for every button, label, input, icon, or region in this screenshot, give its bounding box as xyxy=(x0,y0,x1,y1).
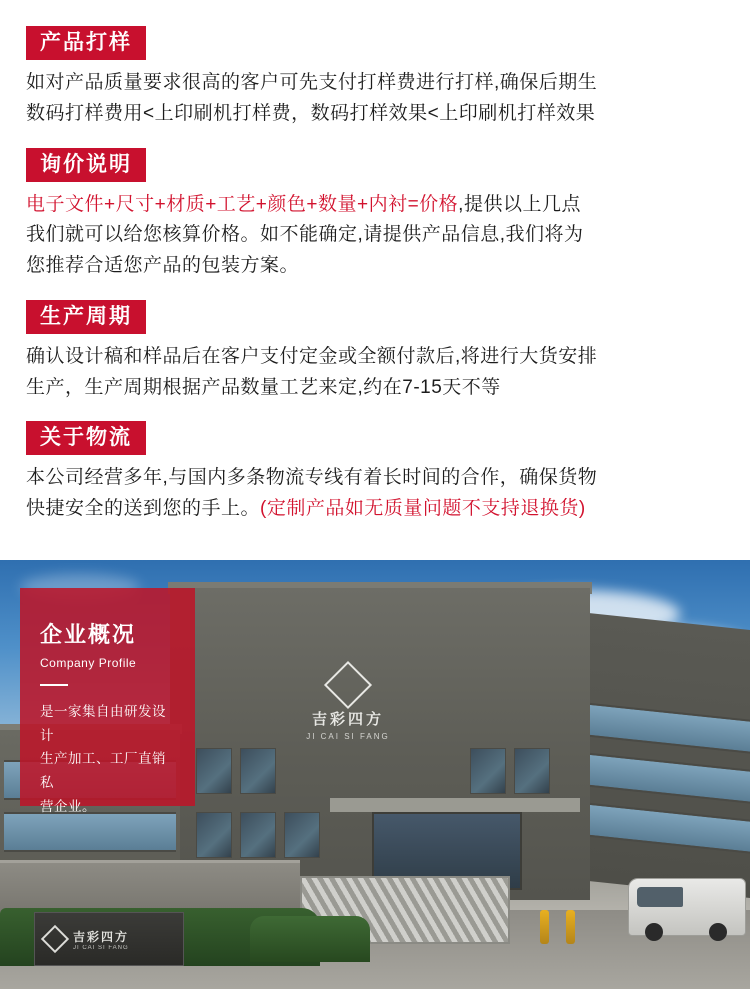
section-heading-product-sampling: 产品打样 xyxy=(26,26,146,60)
bollard xyxy=(540,910,549,944)
company-profile-line: 营企业。 xyxy=(40,798,96,814)
section-line: 数码打样费用<上印刷机打样费，数码打样效果<上印刷机打样效果 xyxy=(26,102,596,124)
section-line xyxy=(26,190,724,221)
entrance-canopy xyxy=(330,798,580,812)
facade-logo-name: 吉彩四方 xyxy=(311,711,384,728)
company-profile-line: 生产加工、工厂直销私 xyxy=(40,751,166,790)
section-line: 您推荐合适您产品的包装方案。 xyxy=(26,255,300,277)
card-divider xyxy=(40,684,68,686)
facade-logo xyxy=(288,668,408,741)
company-profile-card xyxy=(20,588,195,814)
section-heading-production-cycle: 生产周期 xyxy=(26,300,146,334)
diamond-logo-icon xyxy=(41,925,69,953)
parked-van xyxy=(628,878,746,936)
logistics-text: 快捷安全的送到您的手上。 xyxy=(26,498,261,520)
window xyxy=(240,748,276,794)
van-wheel xyxy=(709,923,727,941)
section-line: 我们就可以给您核算价格。如不能确定,请提供产品信息,我们将为 xyxy=(26,224,584,246)
van-wheel xyxy=(645,923,663,941)
company-profile-line: 是一家集自由研发设计 xyxy=(40,704,166,743)
window xyxy=(196,748,232,794)
company-profile-title: 企业概况 xyxy=(40,622,137,647)
hedge xyxy=(250,916,370,962)
window xyxy=(514,748,550,794)
monument-sign xyxy=(34,912,184,966)
return-policy-note: (定制产品如无质量问题不支持退换货) xyxy=(260,498,586,520)
bollard xyxy=(566,910,575,944)
window xyxy=(196,812,232,858)
section-line: 确认设计稿和样品后在客户支付定金或全额付款后,将进行大货安排 xyxy=(26,345,598,367)
section-heading-logistics: 关于物流 xyxy=(26,421,146,455)
section-product-sampling xyxy=(26,26,724,130)
section-heading-inquiry-instructions: 询价说明 xyxy=(26,148,146,182)
section-logistics xyxy=(26,421,724,525)
monument-name: 吉彩四方 xyxy=(73,929,130,944)
window xyxy=(240,812,276,858)
van-window xyxy=(637,887,683,907)
section-line: 本公司经营多年,与国内多条物流专线有着长时间的合作，确保货物 xyxy=(26,467,598,489)
monument-text xyxy=(73,928,129,951)
section-line: 如对产品质量要求很高的客户可先支付打样费进行打样,确保后期生 xyxy=(26,72,598,93)
section-inquiry-instructions xyxy=(26,148,724,282)
section-line xyxy=(26,494,724,525)
company-profile-subtitle: Company Profile xyxy=(40,656,137,670)
company-profile-body xyxy=(40,700,177,818)
section-production-cycle xyxy=(26,300,724,404)
section-line: 生产，生产周期根据产品数量工艺来定,约在7-15天不等 xyxy=(26,376,501,398)
formula-text: 电子文件+尺寸+材质+工艺+颜色+数量+内衬=价格 xyxy=(26,193,459,215)
window xyxy=(470,748,506,794)
diamond-logo-icon xyxy=(324,661,372,709)
monument-pinyin: JI CAI SI FANG xyxy=(73,944,129,951)
facade-logo-pinyin: JI CAI SI FANG xyxy=(306,732,390,741)
company-photo xyxy=(0,560,750,989)
window xyxy=(284,812,320,858)
perimeter-wall xyxy=(0,860,300,914)
formula-suffix: ,提供以上几点 xyxy=(458,193,581,215)
